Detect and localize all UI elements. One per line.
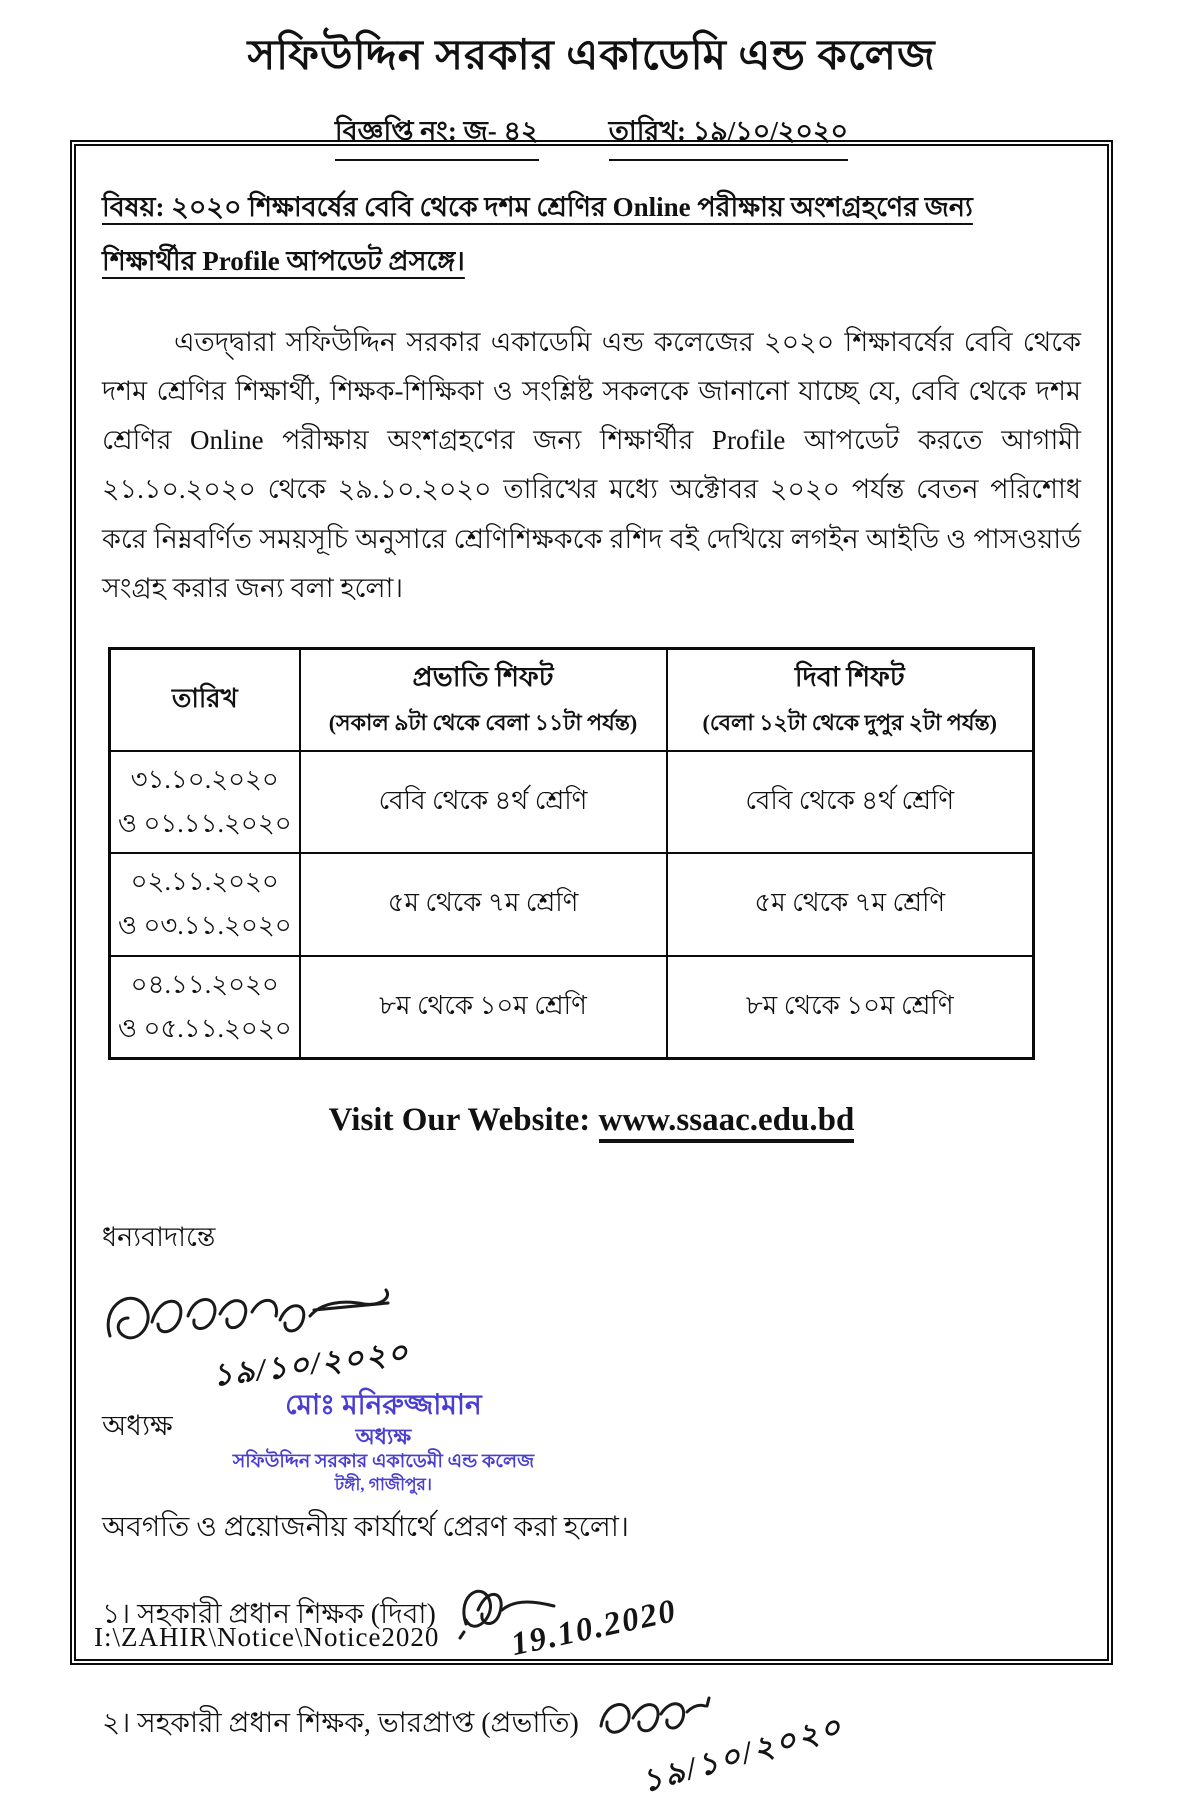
distribution-item-2-text: ২। সহকারী প্রধান শিক্ষক, ভারপ্রাপ্ত (প্রভাতি) — [102, 1707, 579, 1739]
website-line — [102, 1102, 1081, 1139]
day-shift-hours: (বেলা ১২টা থেকে দুপুর ২টা পর্যন্ত) — [702, 709, 997, 735]
row2-date-1: ০২.১১.২০২০ — [130, 867, 279, 897]
principal-signature-zone — [102, 1268, 1081, 1396]
table-header-row — [110, 648, 1034, 751]
row2-dates — [110, 853, 300, 955]
notice-number: বিজ্ঞপ্তি নং: জ- ৪২ — [335, 111, 539, 161]
row3-date-2: ও ০৫.১১.২০২০ — [117, 1013, 292, 1043]
morning-shift-title: প্রভাতি শিফট — [412, 661, 554, 692]
principal-signature-date: ১৯/১০/২০২০ — [210, 1333, 412, 1393]
column-header-morning-shift — [300, 648, 667, 751]
notice-border-box — [70, 140, 1113, 1800]
assistant-head-morning-signature-zone — [593, 1690, 848, 1800]
website-label: Visit Our Website: — [328, 1101, 591, 1138]
distribution-item-1-text: ১। সহকারী প্রধান শিক্ষক (দিবা) — [102, 1598, 436, 1630]
table-row — [110, 956, 1034, 1059]
principal-label: অধ্যক্ষ — [102, 1410, 173, 1442]
row2-day-classes: ৫ম থেকে ৭ম শ্রেণি — [667, 853, 1034, 955]
row1-morning-classes: বেবি থেকে ৪র্থ শ্রেণি — [300, 751, 667, 853]
distribution-item-2-hand-date: ১৯/১০/২০২০ — [637, 1708, 848, 1800]
file-path-footer: I:\ZAHIR\Notice\Notice2020 — [94, 1622, 440, 1652]
row1-day-classes: বেবি থেকে ৪র্থ শ্রেণি — [667, 751, 1034, 853]
column-header-date: তারিখ — [110, 648, 300, 751]
stamp-name: মোঃ মনিরুজ্জামান — [285, 1389, 482, 1421]
distribution-item-1-hand-date: 19.10.2020 — [507, 1593, 681, 1664]
column-header-day-shift — [667, 648, 1034, 751]
row2-morning-classes: ৫ম থেকে ৭ম শ্রেণি — [300, 853, 667, 955]
row3-day-classes: ৮ম থেকে ১০ম শ্রেণি — [667, 956, 1034, 1059]
thanks-line: ধন্যবাদান্তে — [102, 1221, 216, 1252]
stamp-designation: অধ্যক্ষ — [355, 1423, 412, 1449]
shift-schedule-table — [108, 647, 1035, 1060]
subject-line-2: শিক্ষার্থীর Profile আপডেট প্রসঙ্গে। — [102, 246, 465, 276]
notice-body-paragraph: এতদ্দ্বারা সফিউদ্দিন সরকার একাডেমি এন্ড কলেজের ২০২০ শিক্ষাবর্ষের বেবি থেকে দশম শ্রেণির শিক্ষার্থী, শিক্ষক-শিক্ষিকা ও সংশ্লিষ্ট সকলকে জানানো যাচ্ছে যে, বেবি থেকে দশম শ্রেণির Online পরীক্ষায় অংশগ্রহণের জন্য শিক্ষার্থীর Profile আপডেট করতে আগামী ২১.১০.২০২০ থেকে ২৯.১০.২০২০ তারিখের মধ্যে অক্টোবর ২০২০ পর্যন্ত বেতন পরিশোধ করে নিম্নবর্ণিত সময়সূচি অনুসারে শ্রেণিশিক্ষককে রশিদ বই দেখিয়ে লগইন আইডি ও পাসওয়ার্ড সংগ্রহ করার জন্য বলা হলো। — [102, 327, 1081, 603]
row3-morning-classes: ৮ম থেকে ১০ম শ্রেণি — [300, 956, 667, 1059]
school-title: সফিউদ্দিন সরকার একাডেমি এন্ড কলেজ — [247, 33, 936, 79]
table-row — [110, 751, 1034, 853]
stamp-institution: সফিউদ্দিন সরকার একাডেমী এন্ড কলেজ — [232, 1451, 535, 1473]
row1-dates — [110, 751, 300, 853]
assistant-head-day-signature-zone — [450, 1576, 681, 1664]
row3-date-1: ০৪.১১.২০২০ — [130, 969, 279, 999]
distribution-heading: অবগতি ও প্রয়োজনীয় কার্যার্থে প্রেরণ করা হলো। — [102, 1512, 629, 1544]
table-row — [110, 853, 1034, 955]
principal-row — [102, 1390, 1081, 1496]
principal-stamp — [233, 1388, 534, 1496]
morning-shift-hours: (সকাল ৯টা থেকে বেলা ১১টা পর্যন্ত) — [328, 709, 638, 735]
notice-date: তারিখ: ১৯/১০/২০২০ — [609, 111, 848, 161]
website-url: www.ssaac.edu.bd — [599, 1102, 855, 1143]
row1-date-1: ৩১.১০.২০২০ — [130, 764, 279, 794]
subject-block — [102, 180, 1081, 288]
row2-date-2: ও ০৩.১১.২০২০ — [117, 911, 292, 941]
stamp-location: টঙ্গী, গাজীপুর। — [334, 1475, 432, 1495]
subject-line-1: বিষয়: ২০২০ শিক্ষাবর্ষের বেবি থেকে দশম শ্রেণির Online পরীক্ষায় অংশগ্রহণের জন্য — [102, 192, 973, 222]
distribution-item-2 — [102, 1674, 1081, 1800]
day-shift-title: দিবা শিফট — [794, 661, 905, 692]
row3-dates — [110, 956, 300, 1059]
row1-date-2: ও ০১.১১.২০২০ — [117, 808, 292, 838]
